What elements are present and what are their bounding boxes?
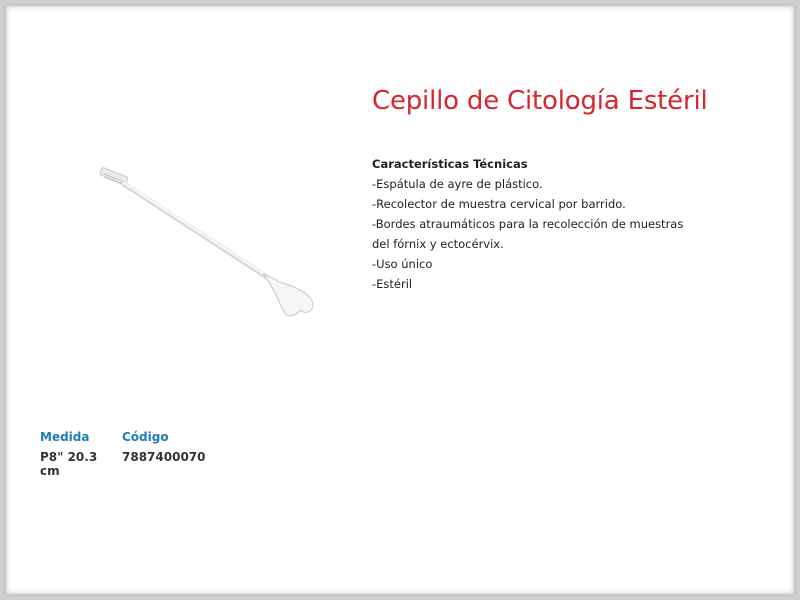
spec-line: -Bordes atraumáticos para la recolección de muestras [372, 217, 684, 231]
code-value: 7887400070 [122, 450, 206, 464]
product-image [88, 158, 328, 328]
header-codigo: Código [122, 430, 169, 444]
header-medida: Medida [40, 430, 90, 444]
page-title: Cepillo de Citología Estéril [372, 86, 708, 116]
spec-line: -Uso único [372, 257, 433, 271]
specs-heading: Características Técnicas [372, 157, 528, 171]
size-value: P8" 20.3 cm [40, 450, 98, 478]
product-sheet [6, 6, 794, 594]
spec-line: del fórnix y ectocérvix. [372, 237, 504, 251]
spatula-head [264, 274, 313, 316]
spec-line: -Espátula de ayre de plástico. [372, 177, 543, 191]
spec-line: -Estéril [372, 277, 413, 291]
technical-specs [372, 154, 692, 294]
spec-line: -Recolector de muestra cervical por barrido. [372, 197, 626, 211]
